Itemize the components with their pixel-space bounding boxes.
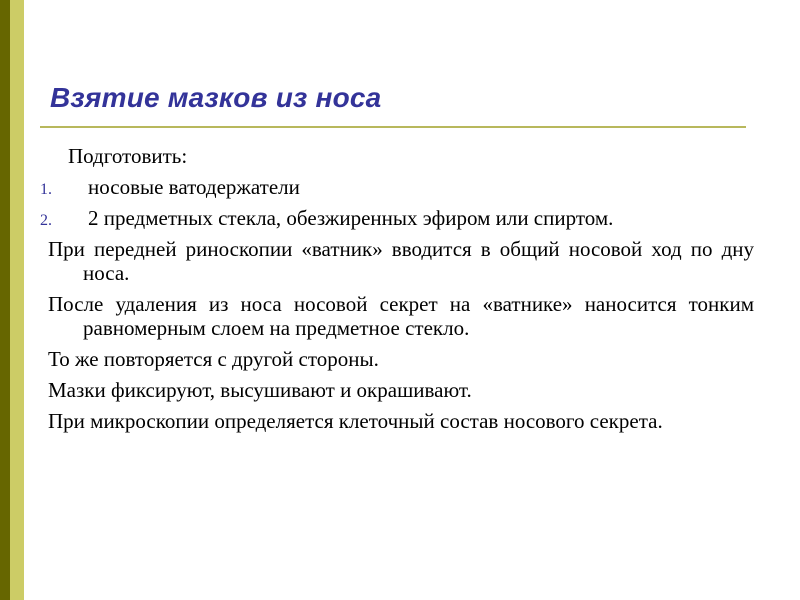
title-underline — [40, 126, 746, 128]
intro-text: Подготовить: — [68, 144, 188, 168]
left-accent-bar-dark — [0, 0, 10, 600]
list-item-2 — [40, 206, 754, 230]
slide-title: Взятие мазков из носа — [50, 82, 382, 113]
slide-content — [40, 144, 754, 440]
list-item-1 — [40, 175, 754, 199]
list-number: 2. — [40, 212, 52, 229]
paragraph-other-side: То же повторяется с другой стороны. — [48, 347, 379, 371]
paragraph-rhinoscopy: При передней риноскопии «ватник» вводится в общий носовой ход по дну носа. — [48, 237, 754, 285]
paragraph-microscopy: При микроскопии определяется клеточный состав носового секрета. — [48, 409, 663, 433]
list-number: 1. — [40, 181, 52, 198]
paragraph-fixation: Мазки фиксируют, высушивают и окрашивают. — [48, 378, 472, 402]
paragraph-smear-application: После удаления из носа носовой секрет на «ватнике» наносится тонким равномерным слоем на предметное стекло. — [48, 292, 754, 340]
left-accent-bar-light — [10, 0, 24, 600]
list-item-text: 2 предметных стекла, обезжиренных эфиром или спиртом. — [88, 206, 614, 230]
list-item-text: носовые ватодержатели — [88, 175, 300, 199]
